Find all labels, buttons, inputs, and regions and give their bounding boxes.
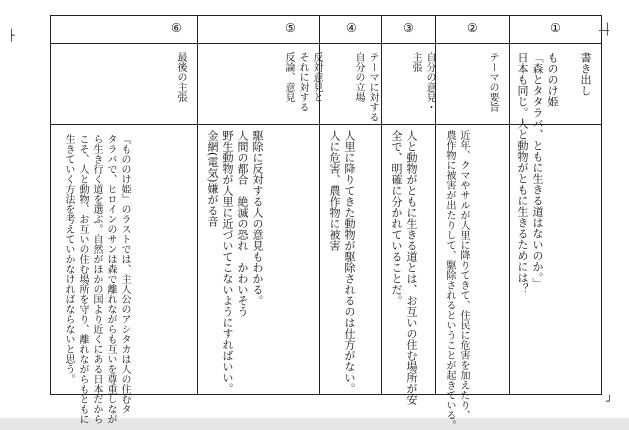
- label-opening: 書き出し: [579, 52, 592, 96]
- column-header-3: ③: [403, 21, 414, 35]
- label-counter-argument: 反対意見と それに対する 反論、意見: [283, 52, 322, 112]
- column-divider-3: [381, 16, 382, 394]
- body-counter-argument: 駆除に反対する人の意見もわかる。 人間の都合 絶滅の恐れ かわいそう 野生動物が人里に近づいてこないようにすればいい。 金網(電気)嫌がる音: [206, 130, 264, 394]
- column-header-1: ①: [550, 21, 561, 35]
- column-header-5: ⑤: [285, 21, 296, 35]
- body-opening: もののけ姫 「森とタタラバ、ともに生きる道はないのか。」 日本も同じ。人と動物がともに生きるためには？: [516, 52, 559, 294]
- label-theme-summary: テーマの要旨: [487, 52, 498, 112]
- body-own-opinion: 人と動物がともに生きる道とは、お互いの住む場所が安 全で、明確に分かれていることだ。: [390, 130, 418, 405]
- composition-plan-table: [50, 15, 602, 430]
- crop-mark-top-left: ├: [8, 29, 15, 42]
- body-final-claim: 『もののけ姫』のラストでは、主人公のアシタカは人の住むタ タラバで、ヒロインのサンは森で離れながらも互いを尊重しなが ら生き行く道を選ぶ。自然がほかの国より近くにある日本だから こそ、人と動物、お互いの住む場所を守り、離れながらもともに 生きていく方法を考えていかなければならないと思う。: [63, 134, 130, 424]
- column-header-6: ⑥: [171, 21, 182, 35]
- crop-mark-top-right: │: [604, 23, 611, 36]
- crop-mark-bottom-right: ┘: [606, 395, 613, 408]
- column-header-4: ④: [346, 21, 357, 35]
- body-theme-summary: 近年、クマやサルが人里に降りてきて、住民に危害を加えたり、 農作物に被害が出たりして、駆除されるということが起きている。: [444, 130, 469, 430]
- label-final-claim: 最後の主張: [175, 52, 186, 102]
- column-header-2: ②: [467, 21, 478, 35]
- label-own-opinion: 自分の意見・ 主張: [410, 52, 435, 112]
- column-divider-1: [509, 16, 510, 394]
- body-own-stance: 人里に降りてきた動物が駆除されるのは仕方がない。 人に危害、農作物に被害: [328, 130, 356, 394]
- header-row-divider: [51, 43, 601, 44]
- label-own-stance: テーマに対する 自分の立場: [353, 52, 378, 122]
- column-divider-5: [197, 16, 198, 394]
